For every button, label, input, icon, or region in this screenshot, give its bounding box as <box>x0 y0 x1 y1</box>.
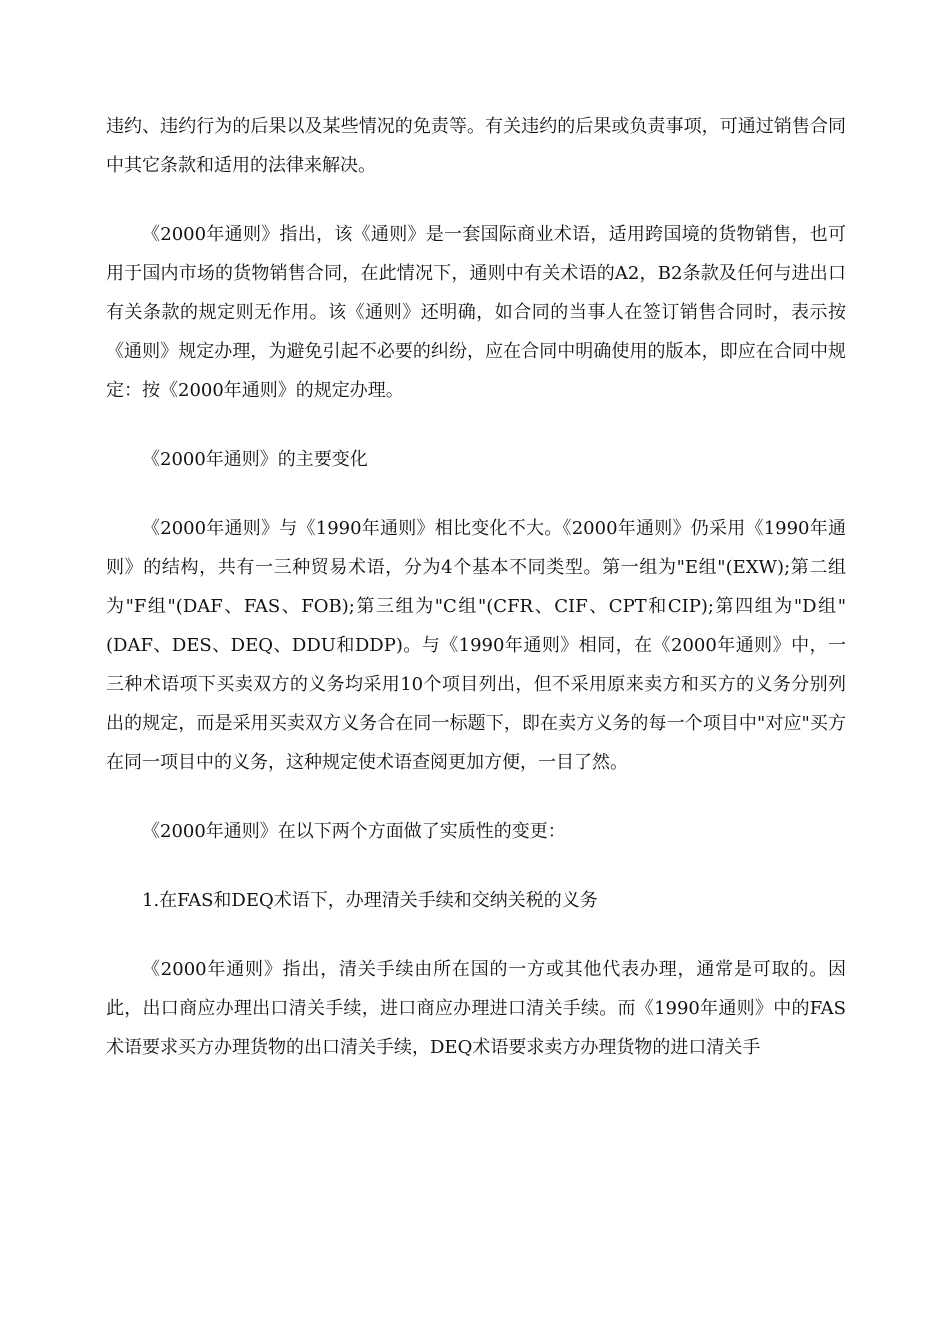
paragraph-customs-clearance: 《2000年通则》指出，清关手续由所在国的一方或其他代表办理，通常是可取的。因此，出口商应办理出口清关手续，进口商应办理进口清关手续。而《1990年通则》中的FAS术语要求买方办理货物的出口清关手续，DEQ术语要求卖方办理货物的进口清关手 <box>106 959 846 1058</box>
paragraph-incoterms-scope: 《2000年通则》指出，该《通则》是一套国际商业术语，适用跨国境的货物销售，也可用于国内市场的货物销售合同，在此情况下，通则中有关术语的A2，B2条款及任何与进出口有关条款的规定则无作用。该《通则》还明确，如合同的当事人在签订销售合同时，表示按《通则》规定办理，为避免引起不必要的纠纷，应在合同中明确使用的版本，即应在合同中规定：按《2000年通则》的规定办理。 <box>106 224 846 401</box>
document-body <box>106 107 846 1097</box>
paragraph-substantive-changes: 《2000年通则》在以下两个方面做了实质性的变更： <box>142 821 566 842</box>
paragraph-structure-comparison: 《2000年通则》与《1990年通则》相比变化不大。《2000年通则》仍采用《1990年通则》的结构，共有一三种贸易术语，分为4个基本不同类型。第一组为"E组"(EXW);第二组为"F组"(DAF、FAS、FOB);第三组为"C组"(CFR、CIF、CPT和CIP);第四组为"D组"(DAF、DES、DEQ、DDU和DDP)。与《1990年通则》相同，在《2000年通则》中，一三种术语项下买卖双方的义务均采用10个项目列出，但不采用原来卖方和买方的义务分别列出的规定，而是采用买卖双方义务合在同一标题下，即在卖方义务的每一个项目中"对应"买方在同一项目中的义务，这种规定使术语查阅更加方便，一目了然。 <box>106 518 846 773</box>
section-heading-main-changes: 《2000年通则》的主要变化 <box>142 449 368 470</box>
paragraph-continuation: 违约、违约行为的后果以及某些情况的免责等。有关违约的后果或负责事项，可通过销售合同中其它条款和适用的法律来解决。 <box>106 116 846 176</box>
list-item-fas-deq: 1.在FAS和DEQ术语下，办理清关手续和交纳关税的义务 <box>142 890 598 911</box>
